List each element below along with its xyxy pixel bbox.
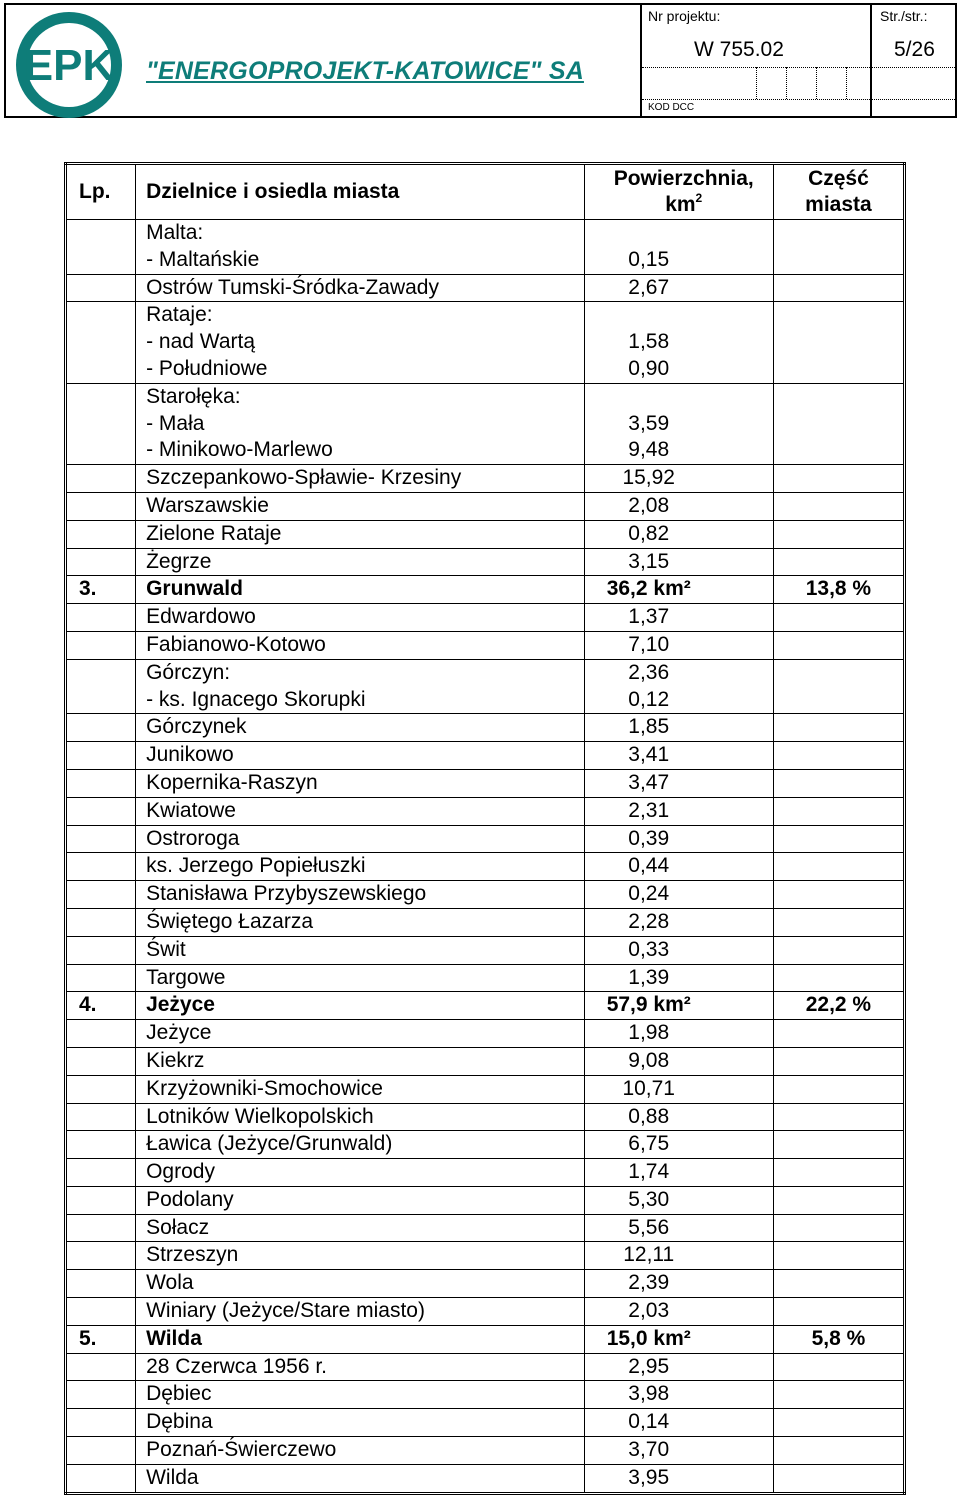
table-row xyxy=(66,992,905,1020)
table-row xyxy=(66,825,905,853)
row-lp xyxy=(66,1353,136,1381)
row-lp xyxy=(66,881,136,909)
header-lp: Lp. xyxy=(66,164,136,220)
row-share xyxy=(773,220,904,275)
table-row xyxy=(66,1131,905,1159)
table-row xyxy=(66,769,905,797)
row-area: 5,56 xyxy=(584,1214,773,1242)
districts-table xyxy=(64,162,906,1495)
row-name: Krzyżowniki-Smochowice xyxy=(136,1075,585,1103)
row-share xyxy=(773,1131,904,1159)
row-lp xyxy=(66,302,136,383)
table-row xyxy=(66,714,905,742)
row-area: 0,88 xyxy=(584,1103,773,1131)
row-name: Dębiec xyxy=(136,1381,585,1409)
row-area: 57,9 km² xyxy=(584,992,773,1020)
row-share xyxy=(773,742,904,770)
row-area: 0,39 xyxy=(584,825,773,853)
row-share xyxy=(773,1186,904,1214)
row-name: 28 Czerwca 1956 r. xyxy=(136,1353,585,1381)
row-lp: 4. xyxy=(66,992,136,1020)
row-share xyxy=(773,520,904,548)
kod-dcc-label: KOD DCC xyxy=(648,102,695,113)
divider xyxy=(846,67,847,99)
document-header xyxy=(4,3,957,118)
row-area: 1,98 xyxy=(584,1020,773,1048)
row-share xyxy=(773,1075,904,1103)
row-share xyxy=(773,1214,904,1242)
row-name: ks. Jerzego Popiełuszki xyxy=(136,853,585,881)
row-area: 1,39 xyxy=(584,964,773,992)
row-area: 2,08 xyxy=(584,492,773,520)
row-name: Świętego Łazarza xyxy=(136,908,585,936)
table-row xyxy=(66,548,905,576)
table-row xyxy=(66,1159,905,1187)
row-share xyxy=(773,604,904,632)
table-row xyxy=(66,742,905,770)
row-name: Szczepankowo-Spławie- Krzesiny xyxy=(136,465,585,493)
row-name: Lotników Wielkopolskich xyxy=(136,1103,585,1131)
table-row xyxy=(66,936,905,964)
table-row xyxy=(66,1381,905,1409)
row-name: Górczynek xyxy=(136,714,585,742)
row-share xyxy=(773,1020,904,1048)
table-row xyxy=(66,1353,905,1381)
row-area: 0,14 xyxy=(584,1409,773,1437)
row-area: 0,44 xyxy=(584,853,773,881)
company-block xyxy=(6,5,642,116)
row-name: Dębina xyxy=(136,1409,585,1437)
table-row xyxy=(66,520,905,548)
row-name: Starołęka: - Mała - Minikowo-Marlewo xyxy=(136,383,585,464)
row-lp xyxy=(66,1020,136,1048)
table-row xyxy=(66,383,905,464)
row-name: Strzeszyn xyxy=(136,1242,585,1270)
row-name: Targowe xyxy=(136,964,585,992)
table-header-row xyxy=(66,164,905,220)
row-lp xyxy=(66,274,136,302)
row-area: 2,03 xyxy=(584,1298,773,1326)
row-lp xyxy=(66,936,136,964)
row-name: Podolany xyxy=(136,1186,585,1214)
row-share xyxy=(773,492,904,520)
company-name: "ENERGOPROJEKT-KATOWICE" SA xyxy=(146,57,584,85)
table-row xyxy=(66,881,905,909)
table-row xyxy=(66,1437,905,1465)
divider xyxy=(816,67,817,99)
row-share xyxy=(773,1381,904,1409)
row-area: 12,11 xyxy=(584,1242,773,1270)
table-row xyxy=(66,1047,905,1075)
row-area: 5,30 xyxy=(584,1186,773,1214)
table-row xyxy=(66,302,905,383)
row-name: Ostroroga xyxy=(136,825,585,853)
row-share xyxy=(773,881,904,909)
row-name: Wola xyxy=(136,1270,585,1298)
project-number: W 755.02 xyxy=(694,38,784,61)
row-share xyxy=(773,1270,904,1298)
table-row xyxy=(66,604,905,632)
row-share xyxy=(773,1353,904,1381)
row-lp xyxy=(66,797,136,825)
row-area: 3,95 xyxy=(584,1464,773,1493)
row-share xyxy=(773,714,904,742)
row-lp xyxy=(66,1270,136,1298)
table-row xyxy=(66,1464,905,1493)
row-lp xyxy=(66,492,136,520)
table-row xyxy=(66,220,905,275)
page-block xyxy=(872,5,957,116)
row-share xyxy=(773,302,904,383)
row-share xyxy=(773,465,904,493)
row-name: Kiekrz xyxy=(136,1047,585,1075)
row-name: Górczyn: - ks. Ignacego Skorupki xyxy=(136,659,585,714)
table-row xyxy=(66,492,905,520)
table-row xyxy=(66,465,905,493)
table-row xyxy=(66,1298,905,1326)
table-row xyxy=(66,1409,905,1437)
row-area: 2,67 xyxy=(584,274,773,302)
table-row xyxy=(66,1270,905,1298)
row-area: 7,10 xyxy=(584,631,773,659)
row-name: Fabianowo-Kotowo xyxy=(136,631,585,659)
header-area: Powierzchnia, $km^2$ xyxy=(584,164,773,220)
row-share xyxy=(773,853,904,881)
row-area: 2,28 xyxy=(584,908,773,936)
table-row xyxy=(66,1075,905,1103)
row-lp xyxy=(66,1464,136,1493)
row-area: 2,36 0,12 xyxy=(584,659,773,714)
row-lp xyxy=(66,825,136,853)
row-lp xyxy=(66,520,136,548)
row-lp: 3. xyxy=(66,576,136,604)
row-name: Wilda xyxy=(136,1325,585,1353)
table-row xyxy=(66,1242,905,1270)
row-share xyxy=(773,1437,904,1465)
row-lp xyxy=(66,1242,136,1270)
row-share xyxy=(773,383,904,464)
row-lp xyxy=(66,1186,136,1214)
row-area: 6,75 xyxy=(584,1131,773,1159)
table-row xyxy=(66,631,905,659)
row-share xyxy=(773,1298,904,1326)
table-row xyxy=(66,853,905,881)
table-row xyxy=(66,1020,905,1048)
row-area: 3,41 xyxy=(584,742,773,770)
table-row xyxy=(66,908,905,936)
row-share xyxy=(773,659,904,714)
table-body xyxy=(66,220,905,1494)
row-share xyxy=(773,1464,904,1493)
row-area: 15,0 km² xyxy=(584,1325,773,1353)
row-share: 5,8 % xyxy=(773,1325,904,1353)
row-lp xyxy=(66,964,136,992)
row-name: Junikowo xyxy=(136,742,585,770)
divider xyxy=(872,67,957,68)
row-share xyxy=(773,274,904,302)
row-area: 0,82 xyxy=(584,520,773,548)
row-name: Malta: - Maltańskie xyxy=(136,220,585,275)
row-name: Jeżyce xyxy=(136,1020,585,1048)
row-name: Świt xyxy=(136,936,585,964)
row-lp xyxy=(66,631,136,659)
row-lp xyxy=(66,769,136,797)
row-share xyxy=(773,908,904,936)
divider xyxy=(786,67,787,99)
row-area: 1,85 xyxy=(584,714,773,742)
row-name: Poznań-Świerczewo xyxy=(136,1437,585,1465)
row-area: 9,08 xyxy=(584,1047,773,1075)
row-lp xyxy=(66,1047,136,1075)
row-share xyxy=(773,1047,904,1075)
row-name: Kwiatowe xyxy=(136,797,585,825)
row-area: 15,92 xyxy=(584,465,773,493)
row-area: 2,95 xyxy=(584,1353,773,1381)
row-name: Edwardowo xyxy=(136,604,585,632)
row-lp xyxy=(66,1298,136,1326)
row-name: Ostrów Tumski-Śródka-Zawady xyxy=(136,274,585,302)
row-lp xyxy=(66,742,136,770)
table-row xyxy=(66,274,905,302)
project-label: Nr projektu: xyxy=(648,8,721,24)
row-name: Warszawskie xyxy=(136,492,585,520)
svg-text:EPK: EPK xyxy=(23,41,115,90)
row-share xyxy=(773,1103,904,1131)
row-area: 10,71 xyxy=(584,1075,773,1103)
row-share: 13,8 % xyxy=(773,576,904,604)
row-share xyxy=(773,1159,904,1187)
row-name: Zielone Rataje xyxy=(136,520,585,548)
page-number: 5/26 xyxy=(894,38,935,61)
project-block xyxy=(642,5,872,116)
row-share xyxy=(773,797,904,825)
table-row xyxy=(66,1186,905,1214)
row-area: 1,74 xyxy=(584,1159,773,1187)
row-lp xyxy=(66,1159,136,1187)
row-area: 3,15 xyxy=(584,548,773,576)
row-name: Wilda xyxy=(136,1464,585,1493)
row-area: 1,37 xyxy=(584,604,773,632)
row-name: Żegrze xyxy=(136,548,585,576)
table-row xyxy=(66,1103,905,1131)
row-area: 3,59 9,48 xyxy=(584,383,773,464)
row-name: Stanisława Przybyszewskiego xyxy=(136,881,585,909)
row-lp xyxy=(66,1131,136,1159)
divider xyxy=(642,99,870,100)
row-share: 22,2 % xyxy=(773,992,904,1020)
row-name: Winiary (Jeżyce/Stare miasto) xyxy=(136,1298,585,1326)
row-area: 2,31 xyxy=(584,797,773,825)
row-lp xyxy=(66,220,136,275)
row-share xyxy=(773,1242,904,1270)
row-lp xyxy=(66,1381,136,1409)
row-area: 3,47 xyxy=(584,769,773,797)
row-name: Rataje: - nad Wartą - Południowe xyxy=(136,302,585,383)
row-share xyxy=(773,548,904,576)
row-name: Grunwald xyxy=(136,576,585,604)
table-row xyxy=(66,576,905,604)
row-lp xyxy=(66,853,136,881)
row-lp xyxy=(66,1103,136,1131)
table-row xyxy=(66,964,905,992)
row-lp xyxy=(66,548,136,576)
row-lp xyxy=(66,1214,136,1242)
row-area: 0,24 xyxy=(584,881,773,909)
row-name: Ogrody xyxy=(136,1159,585,1187)
row-lp: 5. xyxy=(66,1325,136,1353)
row-name: Sołacz xyxy=(136,1214,585,1242)
row-share xyxy=(773,936,904,964)
row-share xyxy=(773,631,904,659)
row-area: 3,70 xyxy=(584,1437,773,1465)
table-row xyxy=(66,659,905,714)
row-lp xyxy=(66,465,136,493)
divider xyxy=(872,99,957,100)
row-lp xyxy=(66,604,136,632)
row-area: 1,58 0,90 xyxy=(584,302,773,383)
epk-logo-icon xyxy=(14,10,124,120)
row-area: 2,39 xyxy=(584,1270,773,1298)
row-lp xyxy=(66,1409,136,1437)
row-share xyxy=(773,1409,904,1437)
row-lp xyxy=(66,1075,136,1103)
row-lp xyxy=(66,908,136,936)
row-share xyxy=(773,964,904,992)
table-row xyxy=(66,1325,905,1353)
header-name: Dzielnice i osiedla miasta xyxy=(136,164,585,220)
row-lp xyxy=(66,1437,136,1465)
row-lp xyxy=(66,383,136,464)
page-label: Str./str.: xyxy=(880,8,928,24)
row-area: 0,15 xyxy=(584,220,773,275)
header-share: Część miasta xyxy=(773,164,904,220)
row-area: 3,98 xyxy=(584,1381,773,1409)
row-name: Kopernika-Raszyn xyxy=(136,769,585,797)
row-share xyxy=(773,769,904,797)
divider xyxy=(756,67,757,99)
row-name: Ławica (Jeżyce/Grunwald) xyxy=(136,1131,585,1159)
row-area: 0,33 xyxy=(584,936,773,964)
table-row xyxy=(66,797,905,825)
row-lp xyxy=(66,659,136,714)
table-row xyxy=(66,1214,905,1242)
row-share xyxy=(773,825,904,853)
row-name: Jeżyce xyxy=(136,992,585,1020)
row-lp xyxy=(66,714,136,742)
row-area: 36,2 km² xyxy=(584,576,773,604)
